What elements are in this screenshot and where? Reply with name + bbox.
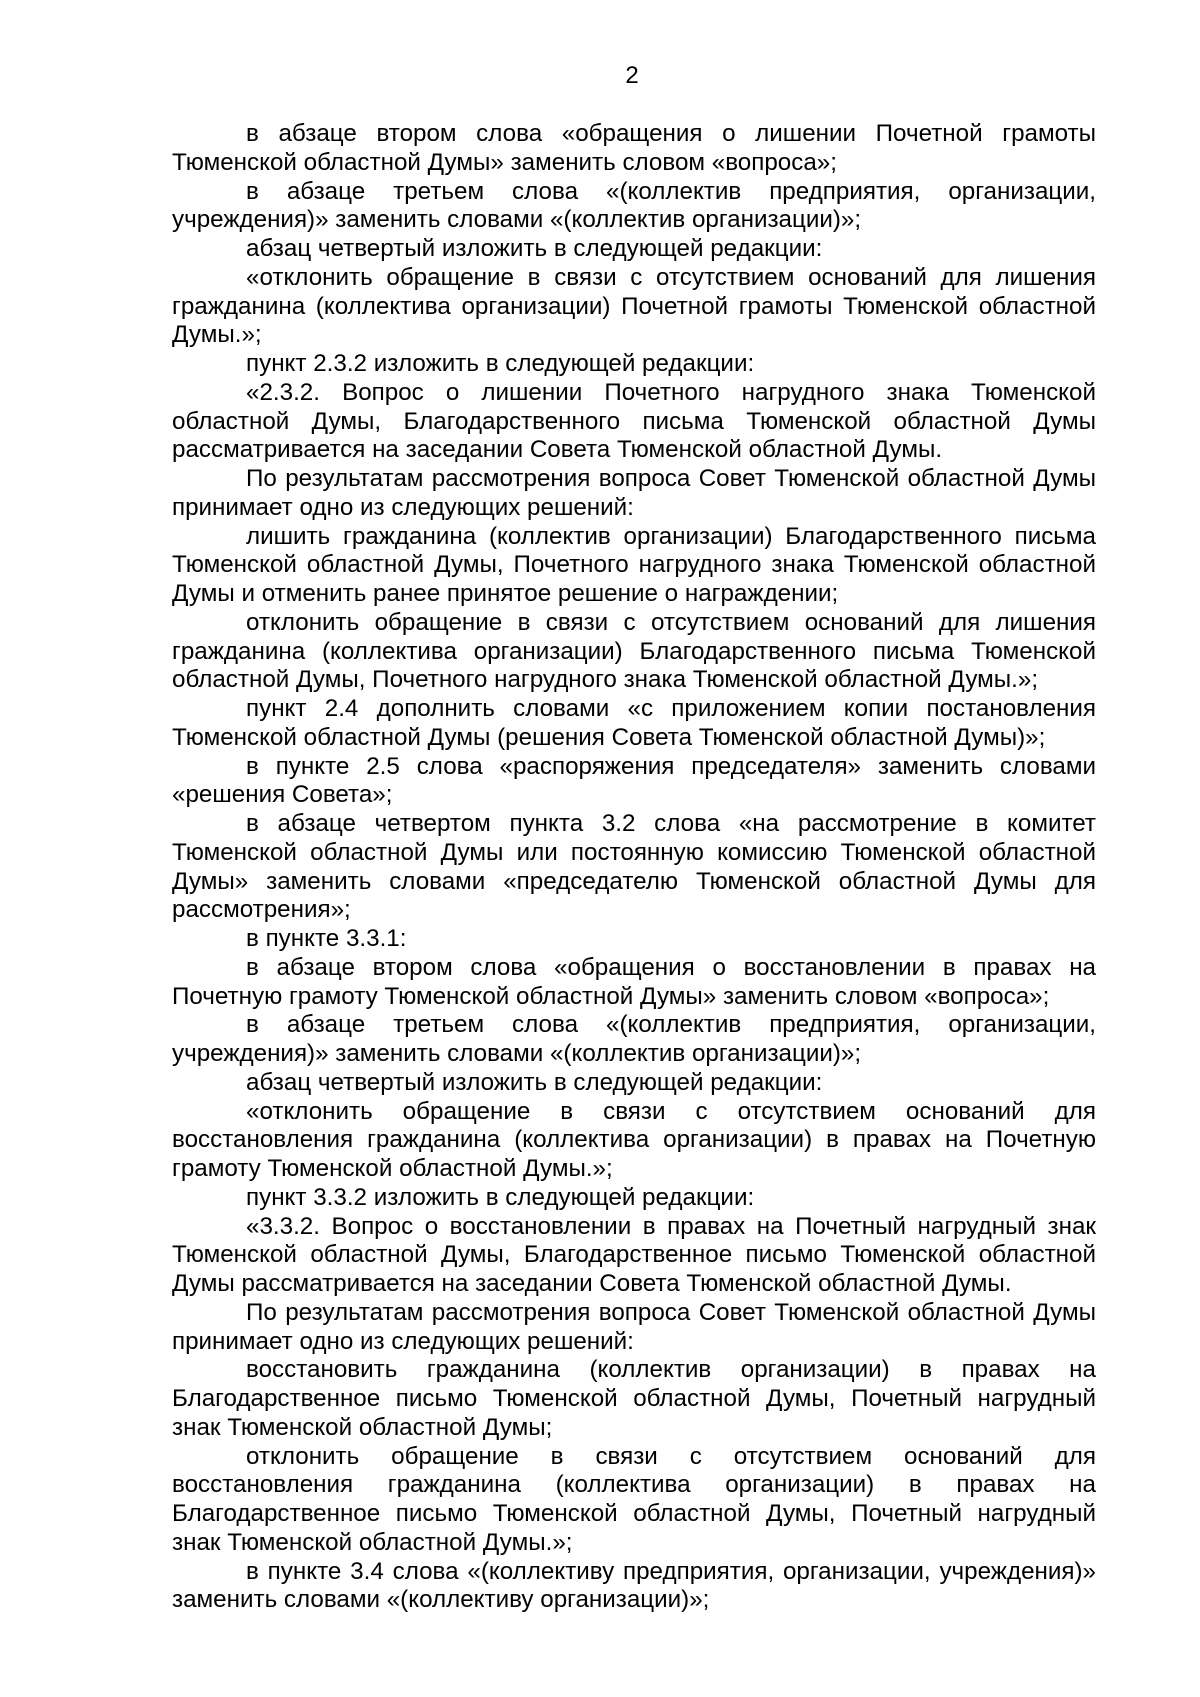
paragraph: пункт 2.4 дополнить словами «с приложением копии постановления Тюменской областной Думы (решения Совета Тюменской областной Думы)»;	[172, 695, 1096, 751]
paragraph: в абзаце третьем слова «(коллектив предприятия, организации, учреждения)» заменить словами «(коллектив организации)»;	[172, 177, 1096, 234]
paragraph: лишить гражданина (коллектив организации) Благодарственного письма Тюменской областной Думы, Почетного нагрудного знака Тюменской областной Думы и отменить ранее принятое решение о награждении;	[172, 522, 1096, 607]
paragraph: «3.3.2. Вопрос о восстановлении в правах на Почетный нагрудный знак Тюменской областной Думы, Благодарственное письмо Тюменской областной Думы рассматривается на заседании Совета Тюменской областной Думы.	[172, 1212, 1096, 1297]
paragraph: в пункте 3.3.1:	[246, 925, 407, 952]
paragraph: «отклонить обращение в связи с отсутствием оснований для лишения гражданина (коллектива организации) Почетной грамоты Тюменской областной Думы.»;	[172, 263, 1096, 349]
paragraph: в абзаце четвертом пункта 3.2 слова «на рассмотрение в комитет Тюменской областной Думы или постоянную комиссию Тюменской областной Думы» заменить словами «председателю Тюменской областной Думы для рассмотрения»;	[172, 810, 1096, 924]
paragraph: пункт 3.3.2 изложить в следующей редакции:	[246, 1183, 755, 1211]
paragraph: в пункте 3.4 слова «(коллективу предприятия, организации, учреждения)» заменить словами «(коллективу организации)»;	[172, 1557, 1096, 1614]
paragraph: «2.3.2. Вопрос о лишении Почетного нагрудного знака Тюменской областной Думы, Благодарственного письма Тюменской областной Думы рассматривается на заседании Совета Тюменской областной Думы.	[172, 378, 1096, 464]
paragraph: в абзаце втором слова «обращения о лишении Почетной грамоты Тюменской областной Думы» заменить словом «вопроса»;	[172, 120, 1096, 176]
paragraph: в абзаце третьем слова «(коллектив предприятия, организации, учреждения)» заменить словами «(коллектив организации)»;	[172, 1011, 1096, 1067]
paragraph: в абзаце втором слова «обращения о восстановлении в правах на Почетную грамоту Тюменской областной Думы» заменить словом «вопроса»;	[172, 953, 1096, 1010]
paragraph: По результатам рассмотрения вопроса Совет Тюменской областной Думы принимает одно из следующих решений:	[172, 465, 1096, 521]
paragraph: отклонить обращение в связи с отсутствием оснований для лишения гражданина (коллектива организации) Благодарственного письма Тюменской областной Думы, Почетного нагрудного знака Тюменской областной Думы.»;	[172, 608, 1096, 694]
paragraph: По результатам рассмотрения вопроса Совет Тюменской областной Думы принимает одно из следующих решений:	[172, 1298, 1096, 1355]
paragraph: «отклонить обращение в связи с отсутствием оснований для восстановления гражданина (коллектива организации) в правах на Почетную грамоту Тюменской областной Думы.»;	[172, 1097, 1096, 1182]
paragraph: пункт 2.3.2 изложить в следующей редакции:	[246, 350, 755, 377]
document-body	[172, 120, 1096, 1615]
paragraph: отклонить обращение в связи с отсутствием оснований для восстановления гражданина (коллектива организации) в правах на Благодарственное письмо Тюменской областной Думы, Почетный нагрудный знак Тюменской областной Думы.»;	[172, 1442, 1096, 1556]
page-number: 2	[625, 62, 639, 89]
paragraph: восстановить гражданина (коллектив организации) в правах на Благодарственное письмо Тюменской областной Думы, Почетный нагрудный знак Тюменской областной Думы;	[172, 1356, 1096, 1441]
paragraph: абзац четвертый изложить в следующей редакции:	[246, 235, 823, 262]
paragraph: абзац четвертый изложить в следующей редакции:	[246, 1068, 823, 1096]
paragraph: в пункте 2.5 слова «распоряжения председателя» заменить словами «решения Совета»;	[172, 752, 1096, 809]
